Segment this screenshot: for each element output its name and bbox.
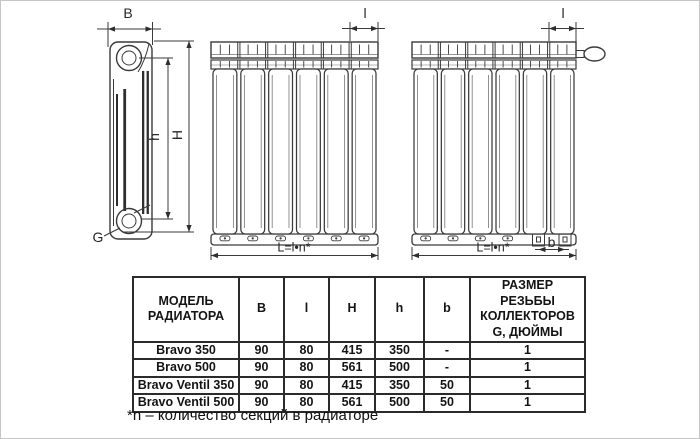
cell-l: 80 <box>284 359 329 377</box>
label-L-standard: L=l•n* <box>277 240 311 255</box>
cell-model: Bravo Ventil 500 <box>133 394 239 412</box>
label-l-standard: l <box>363 5 367 21</box>
header-b: b <box>424 277 470 342</box>
table-row <box>133 377 585 395</box>
cell-h: 500 <box>375 394 424 412</box>
cell-thread: 1 <box>470 377 585 395</box>
table-header-row <box>133 277 585 342</box>
radiator-front-view-standard <box>211 42 378 245</box>
cell-model: Bravo 350 <box>133 342 239 360</box>
label-l-ventil: l <box>561 5 565 21</box>
cell-l: 80 <box>284 342 329 360</box>
label-L-ventil: L=l•n* <box>476 240 510 255</box>
cell-model: Bravo 500 <box>133 359 239 377</box>
thermostatic-valve <box>576 47 605 61</box>
technical-drawing <box>1 1 700 271</box>
cell-l: 80 <box>284 377 329 395</box>
header-model: МОДЕЛЬ РАДИАТОРА <box>133 277 239 342</box>
thread-callout-G <box>93 228 120 245</box>
cell-b: - <box>424 359 470 377</box>
dimension-B <box>97 5 161 47</box>
radiator-front-view-ventil <box>412 42 576 245</box>
cell-B: 90 <box>239 359 284 377</box>
label-G: G <box>92 229 104 245</box>
label-B: B <box>123 5 133 21</box>
header-h: h <box>375 277 424 342</box>
dimension-l-ventil <box>541 5 584 45</box>
cell-thread: 1 <box>470 394 585 412</box>
cell-b: 50 <box>424 377 470 395</box>
cell-H: 561 <box>329 359 375 377</box>
cell-l: 80 <box>284 394 329 412</box>
header-H: H <box>329 277 375 342</box>
label-h: h <box>146 133 162 141</box>
table-row <box>133 342 585 360</box>
label-b: b <box>547 234 556 250</box>
table-row <box>133 359 585 377</box>
dimensions-table <box>132 276 586 413</box>
label-H: H <box>169 129 185 141</box>
cell-B: 90 <box>239 377 284 395</box>
header-thread-size: РАЗМЕР РЕЗЬБЫ КОЛЛЕКТОРОВ G, ДЮЙМЫ <box>470 277 585 342</box>
cell-H: 415 <box>329 377 375 395</box>
cell-thread: 1 <box>470 342 585 360</box>
cell-h: 500 <box>375 359 424 377</box>
cell-H: 561 <box>329 394 375 412</box>
header-l: l <box>284 277 329 342</box>
cell-h: 350 <box>375 342 424 360</box>
cell-B: 90 <box>239 342 284 360</box>
cell-b: - <box>424 342 470 360</box>
cell-B: 90 <box>239 394 284 412</box>
cell-H: 415 <box>329 342 375 360</box>
cell-b: 50 <box>424 394 470 412</box>
cell-thread: 1 <box>470 359 585 377</box>
cell-h: 350 <box>375 377 424 395</box>
footnote: *n – количество секций в радиаторе <box>127 407 379 424</box>
dimension-l-standard <box>342 5 385 41</box>
header-B: B <box>239 277 284 342</box>
cell-model: Bravo Ventil 350 <box>133 377 239 395</box>
